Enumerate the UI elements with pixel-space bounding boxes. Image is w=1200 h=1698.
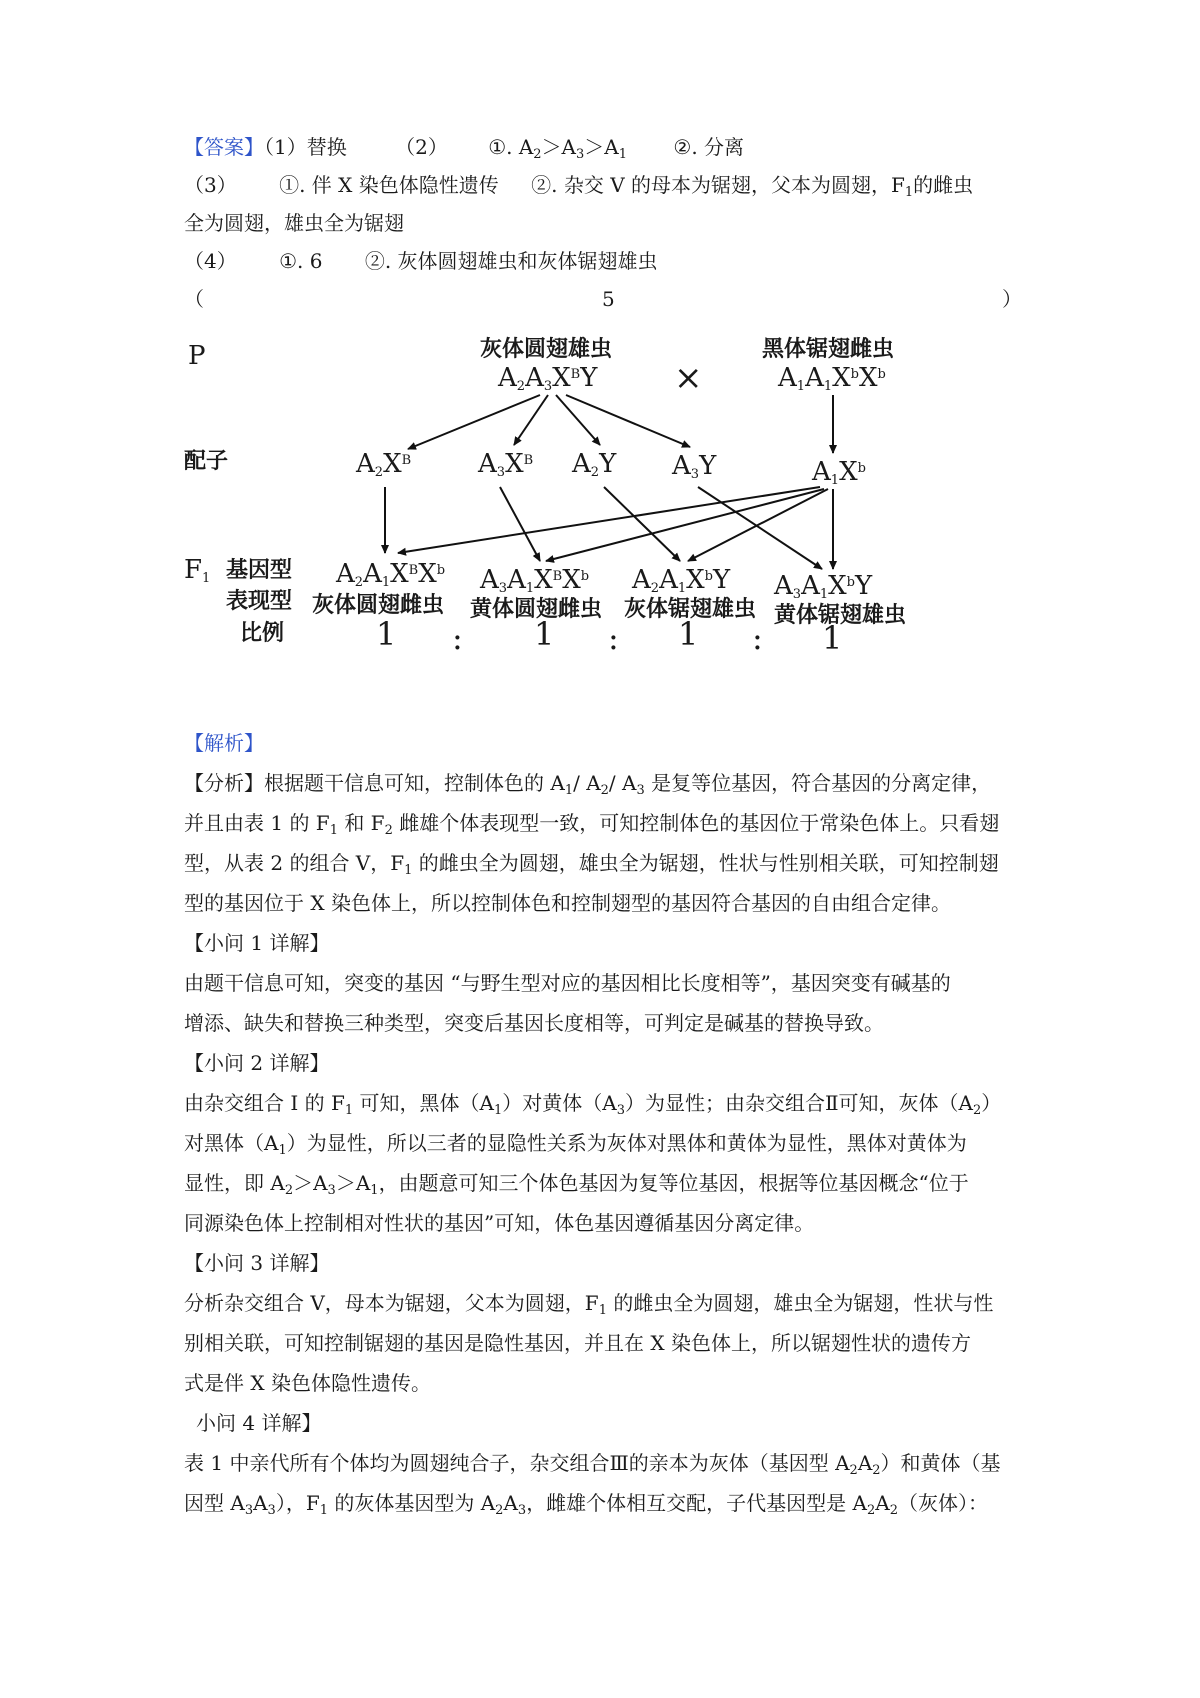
- arrow-g5-to-o3: [688, 489, 828, 561]
- fenxi-line-4: 型的基因位于 X 染色体上，所以控制体色和控制翅型的基因符合基因的自由组合定律。: [184, 891, 951, 915]
- offspring-1-phenotype: 灰体圆翅雌虫: [312, 593, 445, 618]
- offspring-2-phenotype: 黄体圆翅雌虫: [470, 597, 603, 622]
- offspring-3-phenotype: 灰体锯翅雄虫: [624, 597, 757, 622]
- analysis-tag: 【解析】: [184, 731, 264, 755]
- f1-label: $F_1$: [184, 555, 211, 586]
- gamete-label: 配子: [184, 449, 229, 474]
- ratio-colon-1: :: [452, 619, 463, 657]
- gamete-2: $A_3X^B$: [478, 449, 534, 480]
- answer-q4-label: （4）: [184, 249, 237, 273]
- ratio-colon-3: :: [752, 619, 763, 657]
- arrow-g5-to-o2: [546, 489, 824, 561]
- q4-line-1: 表 1 中亲代所有个体均为圆翅纯合子，杂交组合Ⅲ的亲本为灰体（基因型 $A_2A_2$）和黄体（基: [184, 1451, 1001, 1478]
- genotype-label: 基因型: [226, 558, 293, 583]
- ratio-colon-2: :: [608, 619, 619, 657]
- parent-female-genotype: $A_1A_1X^bX^b$: [778, 363, 886, 394]
- ratio-label: 比例: [240, 621, 285, 646]
- ratio-4: 1: [822, 619, 843, 657]
- gamete-3: $A_2Y$: [572, 449, 617, 480]
- answer-q5-label: 5: [602, 287, 615, 311]
- gamete-4: $A_3Y$: [672, 451, 717, 482]
- answer-line-5: [184, 285, 1034, 313]
- parent-female-name: 黑体锯翅雌虫: [762, 337, 895, 362]
- answer-q3-2: ②. 杂交 V 的母本为锯翅，父本为圆翅，$F_1$的雌虫: [531, 173, 974, 200]
- arrow-p-to-g3: [556, 395, 600, 445]
- answer-q3-1: ①. 伴 X 染色体隐性遗传: [279, 173, 499, 197]
- parent-male-genotype: $A_2A_3X^BY$: [498, 363, 598, 394]
- offspring-2-genotype: $A_3A_1X^BX^b$: [480, 565, 590, 596]
- q2-line-4: 同源染色体上控制相对性状的基因”可知，体色基因遵循基因分离定律。: [184, 1211, 815, 1235]
- answer-q2-label: （2）: [395, 135, 448, 159]
- answer-q5-open: （: [184, 287, 204, 311]
- gamete-1: $A_2X^B$: [356, 449, 412, 480]
- answer-line-1: [184, 133, 1034, 161]
- answer-q4-2: ②. 灰体圆翅雄虫和灰体锯翅雄虫: [364, 249, 658, 273]
- answer-q3-label: （3）: [184, 173, 237, 197]
- p-label: P: [188, 341, 206, 371]
- fenxi-line-1: 【分析】根据题干信息可知，控制体色的 $A_1/$ $A_2/$ $A_3$ 是复等位基因，符合基因的分离定律，: [184, 771, 992, 798]
- ratio-1: 1: [376, 615, 397, 653]
- phenotype-label: 表现型: [226, 589, 293, 614]
- arrow-g3-to-o3: [604, 487, 680, 561]
- q2-line-1: 由杂交组合 I 的 $F_1$ 可知，黑体$(A_1)$对黄体$(A_3)$为显性；由杂交组合Ⅱ可知，灰体$(A_2)$: [184, 1091, 1002, 1118]
- q2-line-3: 显性，即 $A_2>A_3>A_1$，由题意可知三个体色基因为复等位基因，根据等位基因概念“位于: [184, 1171, 969, 1198]
- fenxi-line-3: 型，从表 2 的组合 V，$F_1$ 的雌虫全为圆翅，雄虫全为锯翅，性状与性别相关联，可知控制翅: [184, 851, 999, 878]
- q3-line-3: 式是伴 X 染色体隐性遗传。: [184, 1371, 431, 1395]
- q4-title: 小问 4 详解】: [196, 1411, 322, 1435]
- q2-title: 【小问 2 详解】: [184, 1051, 330, 1075]
- q4-line-2: 因型 $A_3A_3$），$F_1$ 的灰体基因型为 $A_2A_3$，雌雄个体相互交配，子代基因型是 $A_2A_2$（灰体）：: [184, 1491, 989, 1518]
- q2-line-2: 对黑体$(A_1)$为显性，所以三者的显隐性关系为灰体对黑体和黄体为显性，黑体对黄体为: [184, 1131, 967, 1158]
- genetic-cross-diagram: [180, 337, 1040, 725]
- q1-line-2: 增添、缺失和替换三种类型，突变后基因长度相等，可判定是碱基的替换导致。: [184, 1011, 884, 1035]
- answer-q1: （1）替换: [264, 135, 347, 159]
- ratio-3: 1: [678, 615, 699, 653]
- answer-q2-2: ②. 分离: [673, 135, 745, 159]
- q1-title: 【小问 1 详解】: [184, 931, 330, 955]
- arrow-p-to-g1: [408, 395, 540, 449]
- offspring-4-genotype: $A_3A_1X^bY$: [774, 571, 873, 602]
- offspring-1-genotype: $A_2A_1X^BX^b$: [336, 559, 446, 590]
- ratio-2: 1: [534, 615, 555, 653]
- answer-q5-close: ）: [1002, 287, 1022, 311]
- gamete-5: $A_1X^b$: [812, 457, 866, 488]
- parent-male-name: 灰体圆翅雄虫: [480, 337, 613, 362]
- q3-line-1: 分析杂交组合 V，母本为锯翅，父本为圆翅，$F_1$ 的雌虫全为圆翅，雄虫全为锯翅，性状与性: [184, 1291, 994, 1318]
- arrow-g4-to-o4: [698, 487, 822, 569]
- fenxi-line-2: 并且由表 1 的 $F_1$ 和 $F_2$ 雌雄个体表现型一致，可知控制体色的基因位于常染色体上。只看翅: [184, 811, 1000, 838]
- offspring-4-phenotype: 黄体锯翅雄虫: [774, 603, 907, 628]
- arrow-p-to-g4: [566, 395, 690, 447]
- q1-line-1: 由题干信息可知，突变的基因 “与野生型对应的基因相比长度相等”，基因突变有碱基的: [184, 971, 951, 995]
- answer-line-2: [184, 171, 1034, 199]
- offspring-3-genotype: $A_2A_1X^bY$: [632, 565, 731, 596]
- cross-arrows: [180, 355, 1040, 725]
- answer-line-4: [184, 247, 1034, 275]
- arrow-g5-to-o1: [398, 487, 820, 553]
- q3-title: 【小问 3 详解】: [184, 1251, 330, 1275]
- arrow-g2-to-o2: [500, 487, 540, 561]
- cross-symbol: ×: [674, 358, 703, 398]
- answer-tag: 【答案】: [184, 135, 264, 159]
- answer-line-3: 全为圆翅，雄虫全为锯翅: [184, 211, 404, 235]
- q3-line-2: 别相关联，可知控制锯翅的基因是隐性基因，并且在 X 染色体上，所以锯翅性状的遗传方: [184, 1331, 971, 1355]
- answer-q2-1: ①. $A_2>A_3>A_1$: [488, 135, 628, 162]
- answer-q4-1: ①. 6: [279, 249, 323, 273]
